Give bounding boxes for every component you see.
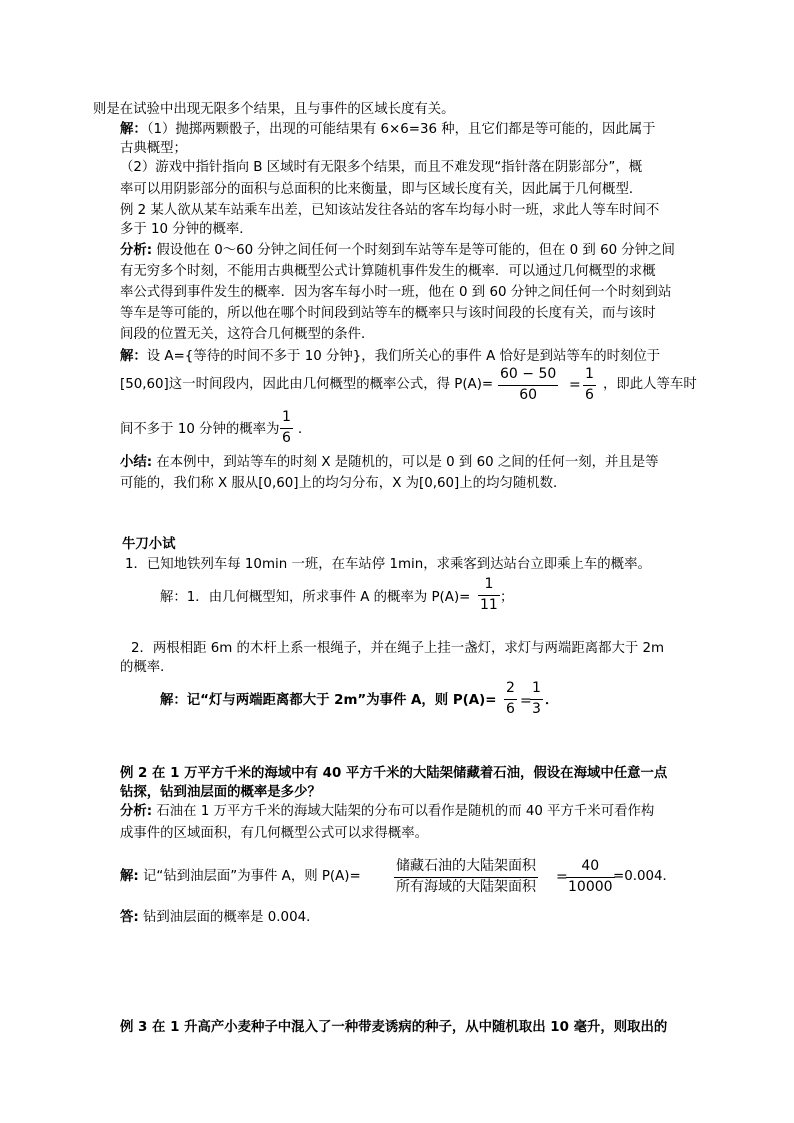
oil-solution-text: 记“钻到油层面”为事件 A，则 P(A)= [138, 869, 361, 884]
oil-solution-line [120, 869, 361, 885]
fraction-numerator: 40 [581, 858, 600, 874]
fraction-numerator: 储藏石油的大陆架面积 [396, 858, 536, 874]
practice-question-1: 1．已知地铁列车每 10min 一班，在车站停 1min，求乘客到达站台立即乘上车的概率。 [125, 557, 651, 572]
oil-solution-label: 解: [120, 869, 139, 884]
solution-1-text: （1）抛掷两颗骰子，出现的可能结果有 6×6=36 种，且它们都是等可能的，因此属于 [146, 122, 656, 137]
fraction-bar [530, 699, 543, 700]
oil-analysis-label: 分析: [120, 804, 153, 819]
solution-3-text: 设 A={等待的时间不多于 10 分钟}，我们所关心的事件 A 恰好是到站等车的时刻位于 [146, 349, 661, 364]
practice-title: 牛刀小试 [122, 537, 176, 552]
practice-answer-1: 解：1．由几何概型知，所求事件 A 的概率为 P(A)= [160, 590, 471, 605]
solution-3-line-3: 间不多于 10 分钟的概率为 [120, 422, 280, 437]
solution-1-line-2: 古典概型； [120, 141, 187, 156]
oil-answer-line [120, 910, 320, 926]
fraction-bar [504, 699, 517, 700]
practice-question-2-line-1: 2．两根相距 6m 的木杆上系一根绳子，并在绳子上挂一盏灯，求灯与两端距离都大于 2m [131, 641, 665, 656]
solution-3-line-1 [120, 349, 660, 365]
fraction-1-over-6-result [280, 409, 293, 447]
fraction-bar [566, 877, 615, 878]
summary-label: 小结: [120, 455, 153, 470]
fraction-numerator: 1 [585, 366, 594, 382]
fraction-1-over-6 [583, 366, 596, 404]
analysis-line-5: 间段的位置无关，这符合几何概型的条件． [120, 327, 375, 342]
fraction-denominator: 6 [585, 387, 594, 403]
example-2-oil-line-1: 例 2 在 1 万平方千米的海域中有 40 平方千米的大陆架储藏着石油，假设在海域中任意一点 [120, 766, 668, 781]
practice-answer-2-end: ． [545, 693, 559, 708]
fraction-oil-area-ratio [394, 858, 538, 896]
fraction-bar [498, 385, 558, 386]
practice-answer-2: 解：记“灯与两端距离都大于 2m”为事件 A，则 P(A)= [160, 693, 497, 708]
summary-line-1 [120, 455, 659, 471]
fraction-bar [478, 595, 500, 596]
solution-2-line-2: 率可以用阴影部分的面积与总面积的比来衡量，即与区域长度有关，因此属于几何概型． [120, 182, 643, 197]
intro-text: 则是在试验中出现无限多个结果，且与事件的区域长度有关。 [93, 102, 455, 117]
summary-text: 在本例中，到站等车的时刻 X 是随机的，可以是 0 到 60 之间的任何一刻，并且是等 [152, 455, 659, 470]
example-2-question-line-1: 例 2 某人欲从某车站乘车出差，已知该站发往各站的客车均每小时一班，求此人等车时间不 [120, 203, 660, 218]
fraction-denominator: 3 [532, 701, 541, 717]
fraction-bar [394, 877, 538, 878]
fraction-denominator: 6 [282, 430, 291, 446]
fraction-numerator: 1 [282, 409, 291, 425]
analysis-line-3: 率公式得到事件发生的概率．因为客车每小时一班，他在 0 到 60 分钟之间任何一个时刻到站 [120, 285, 672, 300]
oil-answer-text: 钻到油层面的概率是 0.004． [138, 910, 320, 925]
fraction-denominator: 60 [519, 387, 538, 403]
analysis-line-2: 有无穷多个时刻，不能用古典概型公式计算随机事件发生的概率．可以通过几何概型的求概 [120, 264, 656, 279]
practice-answer-1-end: ； [500, 590, 514, 605]
example-2-question-line-2: 多于 10 分钟的概率． [120, 222, 253, 237]
fraction-numerator: 2 [506, 680, 515, 696]
fraction-denominator: 10000 [568, 879, 613, 895]
fraction-numerator: 1 [484, 576, 494, 592]
example-2-oil-line-2: 钻探，钻到油层面的概率是多少？ [120, 785, 321, 800]
equals-sign: = [569, 377, 581, 393]
analysis-line-1 [120, 243, 675, 259]
oil-analysis-line-1 [120, 804, 654, 820]
summary-line-2: 可能的，我们称 X 服从[0,60]上的均匀分布，X 为[0,60]上的均匀随机数． [120, 476, 567, 491]
oil-solution-result: =0.004． [613, 869, 676, 884]
fraction-numerator: 60 − 50 [500, 366, 557, 382]
analysis-text: 假设他在 0～60 分钟之间任何一个时刻到车站等车是等可能的，但在 0 到 60 分钟之间 [152, 243, 675, 258]
fraction-bar [583, 385, 596, 386]
equals-sign: = [520, 693, 532, 709]
fraction-denominator: 11 [480, 597, 498, 613]
solution-3-line-3-end: ． [298, 422, 312, 437]
fraction-numerator: 1 [532, 680, 541, 696]
equals-sign: = [556, 869, 568, 885]
solution-3-line-2-end: ，即此人等车时 [603, 377, 697, 392]
analysis-label: 分析: [120, 243, 153, 258]
fraction-1-over-3 [530, 680, 543, 718]
fraction-denominator: 所有海域的大陆架面积 [396, 879, 536, 895]
fraction-1-over-11 [478, 576, 500, 614]
analysis-line-4: 等车是等可能的，所以他在哪个时间段到站等车的概率只与该时间段的长度有关，而与该时 [120, 306, 656, 321]
oil-analysis-line-2: 成事件的区域面积，有几何概型公式可以求得概率。 [120, 826, 428, 841]
fraction-40-over-10000 [566, 858, 615, 896]
oil-answer-label: 答: [120, 910, 139, 925]
solution-2-line-1: （2）游戏中指针指向 B 区域时有无限多个结果，而且不难发现“指针落在阴影部分”，概 [120, 160, 643, 175]
fraction-2-over-6 [504, 680, 517, 718]
practice-question-2-line-2: 的概率． [120, 660, 174, 675]
oil-analysis-text: 石油在 1 万平方千米的海域大陆架的分布可以看作是随机的而 40 平方千米可看作构 [152, 804, 655, 819]
solution-1-line-1 [120, 122, 656, 138]
solution-label: 解： [120, 122, 147, 137]
example-3-line-1: 例 3 在 1 升高产小麦种子中混入了一种带麦诱病的种子，从中随机取出 10 毫升，则取出的 [120, 1020, 668, 1035]
fraction-denominator: 6 [506, 701, 515, 717]
fraction-bar [280, 428, 293, 429]
fraction-60-minus-50-over-60 [498, 366, 558, 404]
solution-3-label: 解： [120, 349, 147, 364]
solution-3-line-2: [50,60]这一时间段内，因此由几何概型的概率公式，得 P(A)= [120, 377, 494, 392]
